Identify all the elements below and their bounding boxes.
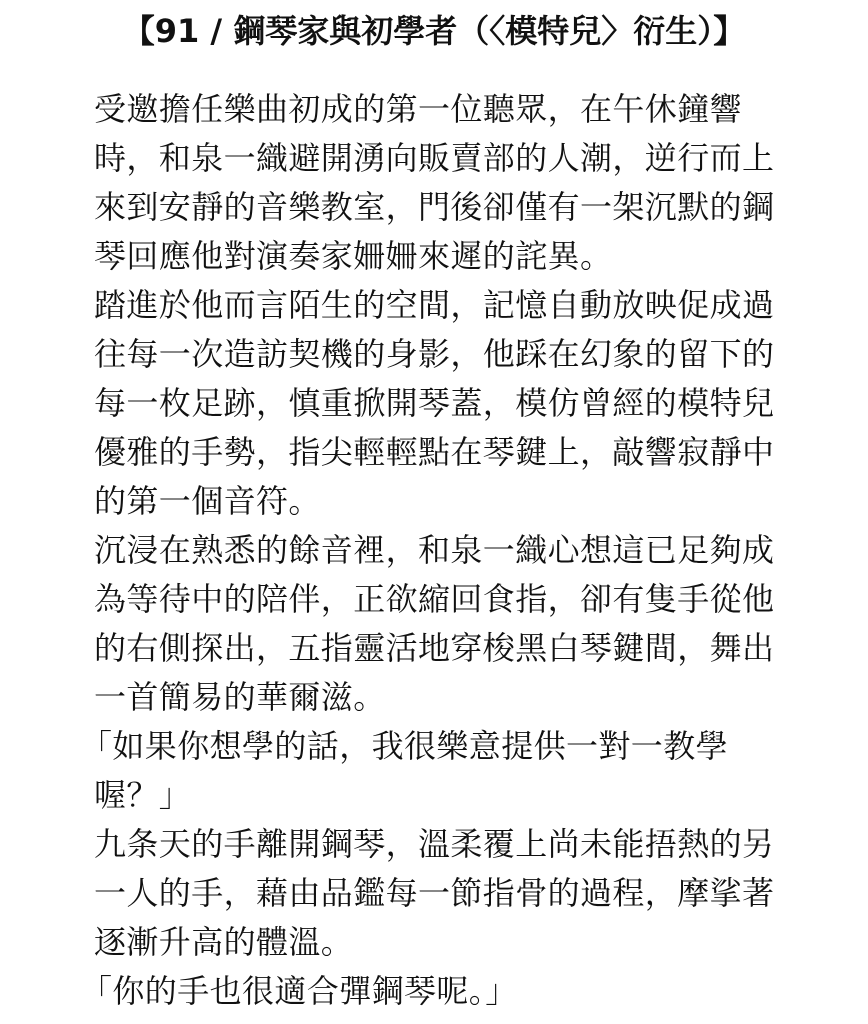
paragraph-3-line-1: 沉浸在熟悉的餘音裡，和泉一織心想這已足夠成 — [94, 531, 775, 569]
paragraph-2-line-2: 往每一次造訪契機的身影，他踩在幻象的留下的 — [94, 335, 775, 373]
paragraph-5-line-3: 逐漸升高的體溫。 — [94, 923, 354, 961]
paragraph-3-line-2: 為等待中的陪伴，正欲縮回食指，卻有隻手從他 — [94, 580, 775, 618]
paragraph-1-line-4: 琴回應他對演奏家姍姍來遲的詫異。 — [94, 237, 613, 275]
dialogue-2-line-1: 「你的手也很適合彈鋼琴呢。」 — [80, 972, 518, 1010]
paragraph-1-line-2: 時，和泉一織避開湧向販賣部的人潮，逆行而上 — [94, 139, 775, 177]
story-body — [80, 85, 814, 1016]
paragraph-2-line-5: 的第一個音符。 — [94, 482, 321, 520]
paragraph-3-line-4: 一首簡易的華爾滋。 — [94, 678, 386, 716]
paragraph-2-line-4: 優雅的手勢，指尖輕輕點在琴鍵上，敲響寂靜中 — [94, 433, 775, 471]
paragraph-2-line-3: 每一枚足跡，慎重掀開琴蓋，模仿曾經的模特兒 — [94, 384, 775, 422]
paragraph-5-line-2: 一人的手，藉由品鑑每一節指骨的過程，摩挲著 — [94, 874, 775, 912]
dialogue-1-line-1: 「如果你想學的話，我很樂意提供一對一教學 — [80, 727, 729, 765]
chapter-title: 【91 / 鋼琴家與初學者（〈模特兒〉衍生）】 — [122, 12, 746, 50]
paragraph-1-line-1: 受邀擔任樂曲初成的第一位聽眾，在午休鐘響 — [94, 90, 743, 128]
paragraph-2-line-1: 踏進於他而言陌生的空間，記憶自動放映促成過 — [94, 286, 775, 324]
paragraph-3-line-3: 的右側探出，五指靈活地穿梭黑白琴鍵間，舞出 — [94, 629, 775, 667]
paragraph-5-line-1: 九条天的手離開鋼琴，溫柔覆上尚未能捂熱的另 — [94, 825, 775, 863]
dialogue-1-line-2: 喔？」 — [94, 776, 192, 814]
paragraph-1-line-3: 來到安靜的音樂教室，門後卻僅有一架沉默的鋼 — [94, 188, 775, 226]
